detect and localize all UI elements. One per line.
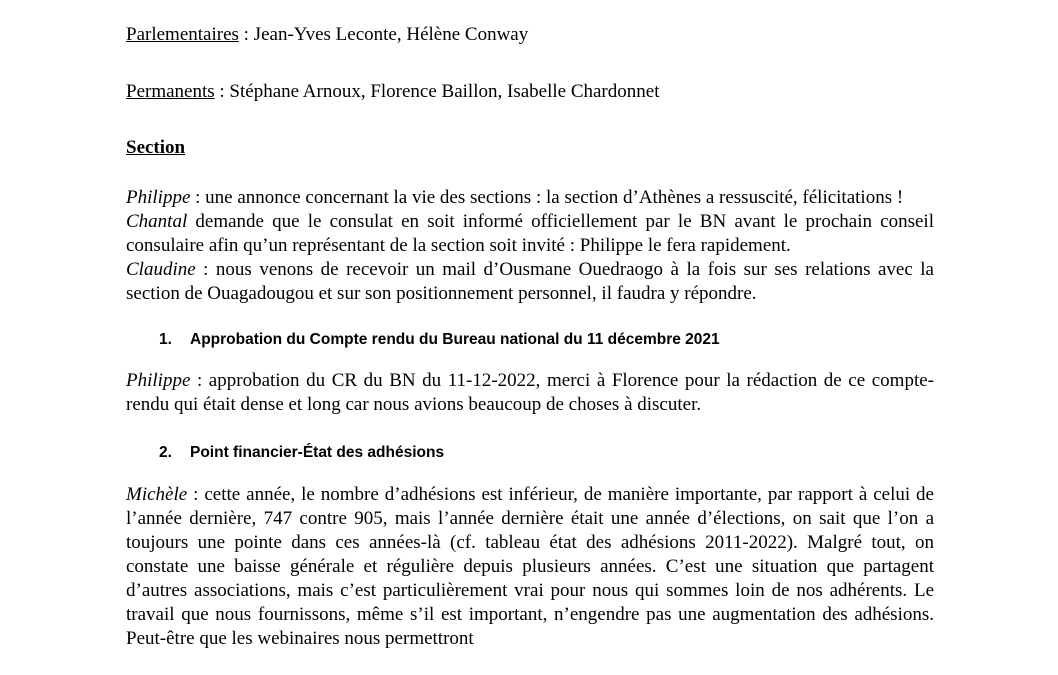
paragraph-text: : cette année, le nombre d’adhésions est inférieur, de manière importante, par rapport à celui de l’année dernière, 747 contre 905, mais l’année dernière était une année d’élections, on sait que l’on a toujours une pointe dans ces années-là (cf. tableau état des adhésions 2011-2022). Malgré tout, on constate une baisse générale et régulière depuis plusieurs années. C’est une situation que partagent d’autres associations, mais c’est particulièrement vrai pour nous qui sommes loin de nos adhérents. Le travail que nous fournissons, même s’il est important, n’engendre pas une augmentation des adhésions. Peut-être que les webinaires nous permettront (126, 484, 934, 649)
speaker-name: Philippe (126, 370, 191, 391)
paragraph-text: : nous venons de recevoir un mail d’Ousmane Ouedraogo à la fois sur ses relations avec la section de Ouagadougou et sur son positionnement personnel, il faudra y répondre. (126, 259, 934, 304)
item-2-paragraph (126, 483, 934, 651)
speaker-name: Claudine (126, 259, 196, 280)
permanents-label: Permanents (126, 81, 215, 102)
permanents-line (126, 80, 934, 104)
document-body (126, 23, 934, 651)
permanents-names: : Stéphane Arnoux, Florence Baillon, Isabelle Chardonnet (214, 81, 660, 102)
speaker-name: Chantal (126, 211, 188, 232)
item-1-number: 1. (159, 331, 172, 348)
section-paragraph-1 (126, 186, 934, 210)
item-2-title: Point financier-État des adhésions (190, 444, 445, 461)
parlementaires-line (126, 23, 934, 47)
item-1-heading (126, 328, 934, 352)
paragraph-text: : approbation du CR du BN du 11-12-2022, merci à Florence pour la rédaction de ce compte-rendu qui était dense et long car nous avions beaucoup de choses à discuter. (126, 370, 934, 415)
item-2-heading (126, 441, 934, 465)
parlementaires-names: : Jean-Yves Leconte, Hélène Conway (238, 24, 529, 45)
section-heading (126, 136, 934, 160)
section-title: Section (126, 137, 186, 158)
paragraph-text: : une annonce concernant la vie des sections : la section d’Athènes a ressuscité, félicitations ! (190, 187, 904, 208)
section-paragraph-3 (126, 258, 934, 306)
speaker-name: Michèle (126, 484, 188, 505)
section-paragraph-2 (126, 210, 934, 258)
parlementaires-label: Parlementaires (126, 24, 239, 45)
item-1-paragraph (126, 369, 934, 417)
paragraph-text: demande que le consulat en soit informé officiellement par le BN avant le prochain conseil consulaire afin qu’un représentant de la section soit invité : Philippe le fera rapidement. (126, 211, 934, 256)
speaker-name: Philippe (126, 187, 191, 208)
item-1-title: Approbation du Compte rendu du Bureau national du 11 décembre 2021 (190, 331, 720, 348)
item-2-number: 2. (159, 444, 172, 461)
